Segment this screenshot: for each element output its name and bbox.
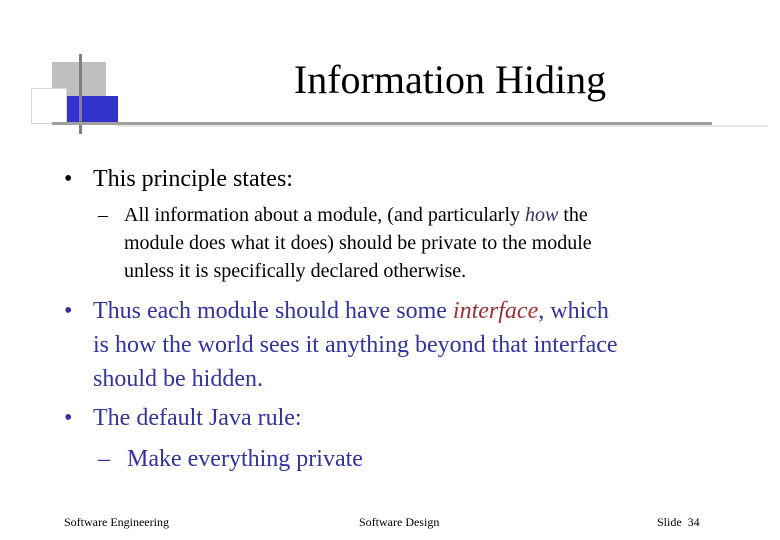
sub-bullet-1-line-2: module does what it does) should be private to the module — [124, 232, 592, 254]
footer-left: Software Engineering — [64, 515, 169, 529]
slide-label: Slide — [657, 515, 682, 529]
footer-slide-number — [657, 514, 700, 530]
sub-bullet-2-text: Make everything private — [127, 446, 363, 472]
sub-bullet-1 — [98, 201, 108, 229]
bullet-2-line-2: is how the world sees it anything beyond that interface — [93, 332, 618, 358]
bullet-1-text: This principle states: — [93, 166, 293, 192]
slide-title: Information Hiding — [293, 57, 607, 102]
footer-center: Software Design — [359, 515, 440, 529]
bullet-marker: • — [64, 405, 73, 431]
sub-1-emphasis-how: how — [525, 204, 559, 226]
slide-number: 34 — [687, 515, 700, 529]
sub-bullet-2 — [98, 443, 110, 476]
deco-blue-square — [66, 96, 118, 122]
bullet-marker: • — [64, 298, 73, 324]
bullet-2-line-3: should be hidden. — [93, 366, 263, 392]
bullet-2-line-1-pre: Thus each module should have some — [93, 298, 453, 324]
dash-marker: – — [98, 204, 108, 226]
bullet-marker: • — [64, 166, 73, 192]
bullet-2-line-1-post: , which — [538, 298, 609, 324]
sub-bullet-1-line-3: unless it is specifically declared otherwise. — [124, 260, 467, 282]
sub-1-line-1-post: the — [558, 204, 588, 226]
bullet-3-text: The default Java rule: — [93, 405, 302, 431]
sub-1-line-1-pre: All information about a module, (and particularly — [124, 204, 525, 226]
bullet-2-emphasis-interface: interface — [452, 298, 539, 324]
deco-white-square — [31, 88, 67, 124]
sub-bullet-1-line-1 — [124, 201, 588, 229]
deco-horizontal-line-light — [118, 125, 768, 127]
dash-marker: – — [98, 446, 110, 472]
bullet-2-line-1 — [93, 295, 609, 328]
